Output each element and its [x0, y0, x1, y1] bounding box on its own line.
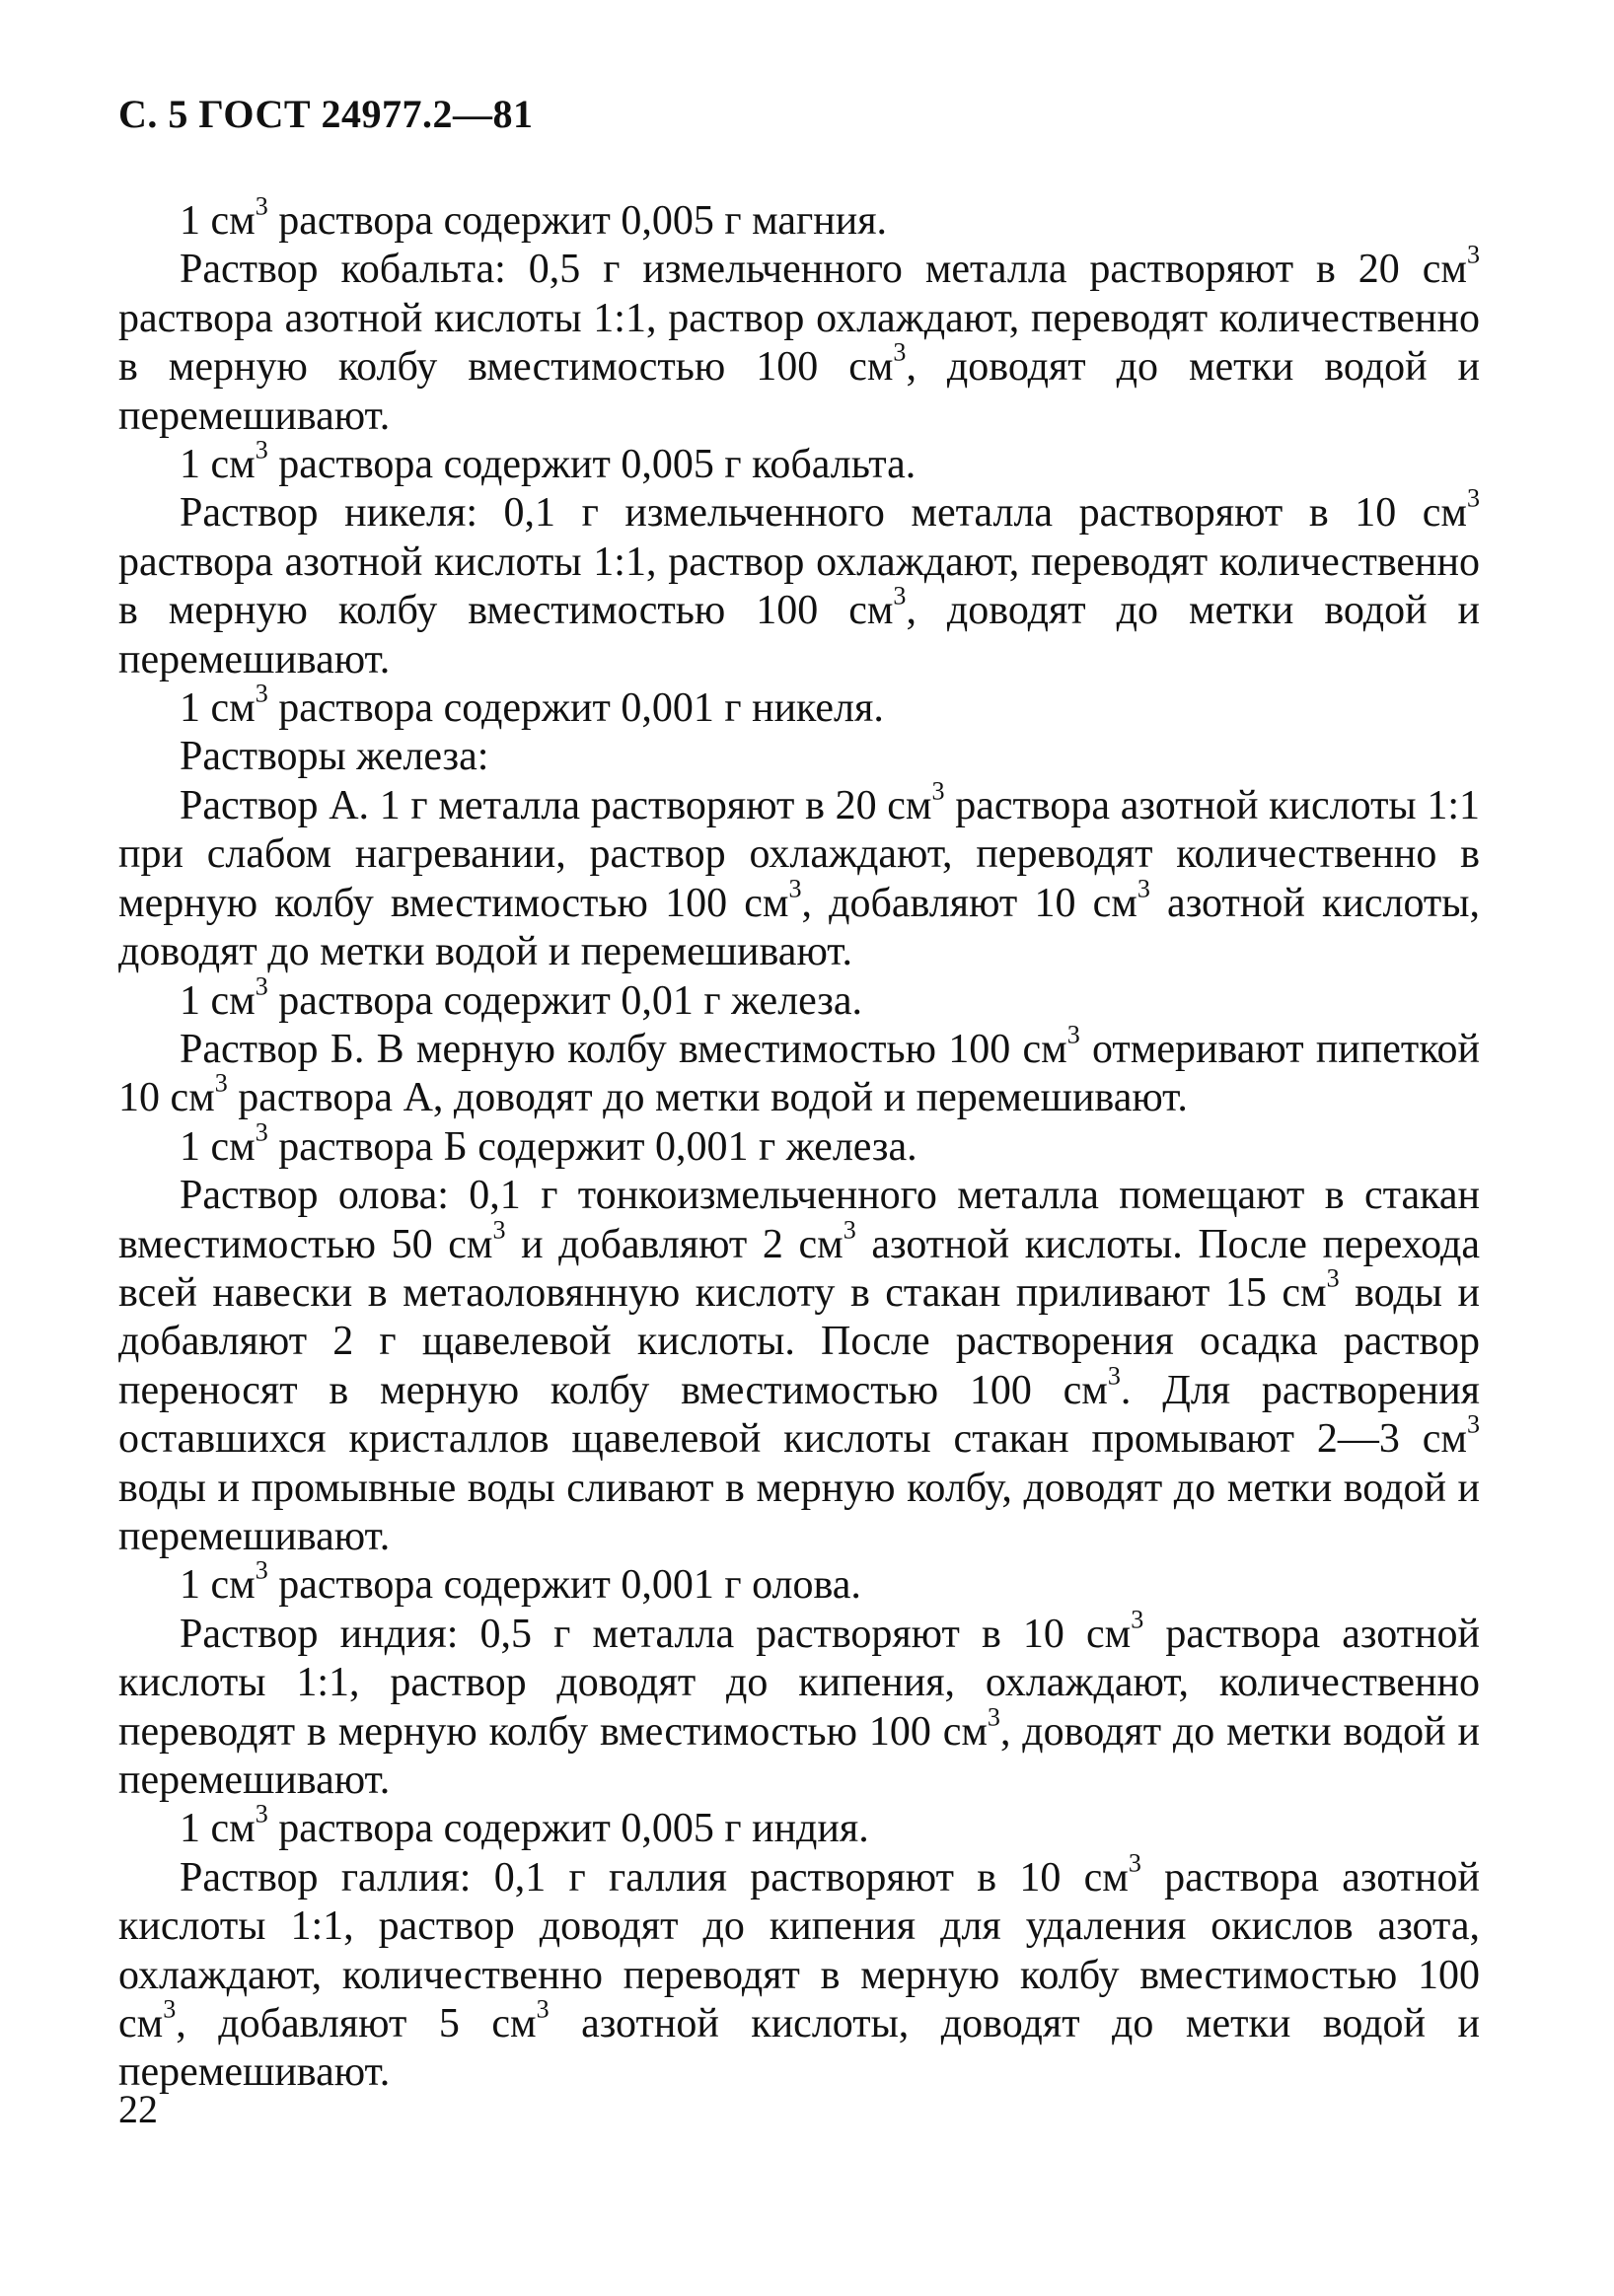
- text-run: Раствор олова: 0,1 г тонкоизмельченного металла помещают в стакан вместимостью 50 см: [118, 1173, 1480, 1267]
- page-number: 22: [118, 2087, 158, 2131]
- text-run: раствора содержит 0,001 г олова.: [267, 1562, 861, 1609]
- superscript: 3: [536, 1994, 550, 2024]
- superscript: 3: [214, 1068, 228, 1098]
- superscript: 3: [255, 970, 268, 1000]
- text-run: 1 см: [180, 1806, 256, 1852]
- paragraph: [118, 1799, 1480, 1853]
- text-run: воды и промывные воды сливают в мерную колбу, доводят до метки водой и перемешивают.: [118, 1465, 1480, 1559]
- superscript: 3: [931, 776, 945, 806]
- text-run: Раствор А. 1 г металла растворяют в 20 см: [180, 782, 932, 828]
- text-run: раствора азотной кислоты 1:1, раствор охлаждают, переводят количественно в мерную колбу вместимостью 100 см: [118, 538, 1480, 634]
- paragraph: [118, 970, 1480, 1026]
- text-run: раствора А, доводят до метки водой и перемешивают.: [227, 1075, 1188, 1121]
- text-run: 1 см: [180, 1562, 256, 1609]
- text-run: Раствор никеля: 0,1 г измельченного металла растворяют в 10 см: [180, 490, 1467, 537]
- superscript: 3: [987, 1702, 1000, 1732]
- superscript: 3: [255, 435, 268, 465]
- text-run: раствора содержит 0,005 г магния.: [267, 198, 888, 244]
- superscript: 3: [1466, 483, 1480, 513]
- paragraph: [118, 435, 1480, 489]
- text-run: , добавляют 10 см: [801, 880, 1137, 926]
- paragraph: [118, 1020, 1480, 1123]
- text-run: , добавляют 5 см: [176, 2001, 537, 2047]
- superscript: 3: [255, 1799, 268, 1829]
- text-run: , доводят до метки водой и перемешивают.: [118, 1708, 1480, 1803]
- text-run: 1 см: [180, 685, 256, 732]
- superscript: 3: [1066, 1020, 1080, 1049]
- text-run: Раствор Б. В мерную колбу вместимостью 100 см: [180, 1026, 1067, 1072]
- text-run: азотной кислоты, доводят до метки водой и перемешивают.: [118, 880, 1480, 975]
- superscript: 3: [1131, 1605, 1144, 1634]
- text-run: Раствор кобальта: 0,5 г измельченного металла растворяют в 20 см: [180, 247, 1467, 293]
- superscript: 3: [1107, 1361, 1121, 1391]
- text-run: , доводят до метки водой и перемешивают.: [118, 344, 1481, 439]
- paragraph: [118, 776, 1481, 977]
- paragraph: [118, 733, 1480, 781]
- superscript: 3: [163, 1994, 177, 2024]
- paragraph: [118, 1172, 1480, 1561]
- text-run: . Для растворения оставшихся кристаллов щавелевой кислоты стакан промывают 2—3 см: [118, 1367, 1480, 1463]
- superscript: 3: [492, 1215, 506, 1245]
- text-run: отмеривают пипеткой 10 см: [118, 1026, 1480, 1121]
- page-header: С. 5 ГОСТ 24977.2—81: [118, 92, 534, 136]
- superscript: 3: [893, 337, 907, 367]
- text-run: азотной кислоты, доводят до метки водой и перемешивают.: [118, 2001, 1480, 2096]
- superscript: 3: [1466, 240, 1480, 269]
- paragraph: [118, 1848, 1480, 2098]
- text-run: 1 см: [180, 442, 256, 488]
- text-run: раствора содержит 0,005 г индия.: [267, 1806, 869, 1852]
- text-run: раствора содержит 0,001 г никеля.: [267, 685, 884, 732]
- paragraph: [118, 1555, 1480, 1610]
- paragraph: [118, 679, 1480, 733]
- paragraph: [118, 240, 1481, 441]
- text-run: , доводят до метки водой и перемешивают.: [118, 588, 1481, 682]
- superscript: 3: [1326, 1263, 1340, 1293]
- superscript: 3: [255, 1555, 268, 1585]
- superscript: 3: [255, 1117, 268, 1147]
- paragraph: [118, 483, 1481, 684]
- text-run: раствора азотной кислоты 1:1, раствор охлаждают, переводят количественно в мерную колбу вместимостью 100 см: [118, 295, 1480, 391]
- text-run: раствора азотной кислоты 1:1 при слабом нагревании, раствор охлаждают, переводят количественно в мерную колбу вместимостью 100 см: [118, 782, 1481, 926]
- superscript: 3: [1128, 1848, 1141, 1878]
- paragraph: [118, 1605, 1480, 1806]
- text-run: раствора Б содержит 0,001 г железа.: [267, 1123, 917, 1170]
- text-run: воды и добавляют 2 г щавелевой кислоты. После растворения осадка раствор переносят в мерную колбу вместимостью 100 см: [118, 1269, 1480, 1413]
- text-run: Раствор индия: 0,5 г металла растворяют в 10 см: [180, 1611, 1132, 1657]
- text-run: раствора содержит 0,01 г железа.: [267, 977, 863, 1024]
- superscript: 3: [1137, 874, 1150, 903]
- superscript: 3: [788, 874, 802, 903]
- superscript: 3: [255, 191, 268, 221]
- text-run: 1 см: [180, 198, 256, 244]
- superscript: 3: [893, 581, 907, 610]
- paragraph: [118, 191, 1480, 246]
- text-run: 1 см: [180, 977, 256, 1024]
- text-run: раствора азотной кислоты 1:1, раствор доводят до кипения для удаления окислов азота, охлаждают, количественно переводят в мерную колбу вместимостью 100 см: [118, 1854, 1480, 2047]
- text-run: и добавляют 2 см: [505, 1221, 844, 1267]
- superscript: 3: [1466, 1409, 1480, 1439]
- superscript: 3: [255, 679, 268, 708]
- text-run: азотной кислоты. После перехода всей навески в метаоловянную кислоту в стакан приливают 15 см: [118, 1221, 1480, 1316]
- text-run: Раствор галлия: 0,1 г галлия растворяют в 10 см: [180, 1854, 1129, 1901]
- text-run: раствора содержит 0,005 г кобальта.: [267, 442, 917, 488]
- superscript: 3: [843, 1215, 856, 1245]
- document-body: [118, 191, 1481, 2098]
- text-run: раствора азотной кислоты 1:1, раствор доводят до кипения, охлаждают, количественно переводят в мерную колбу вместимостью 100 см: [118, 1611, 1480, 1755]
- text-run: 1 см: [180, 1123, 256, 1170]
- paragraph: [118, 1117, 1480, 1172]
- text-run: Растворы железа:: [180, 734, 489, 780]
